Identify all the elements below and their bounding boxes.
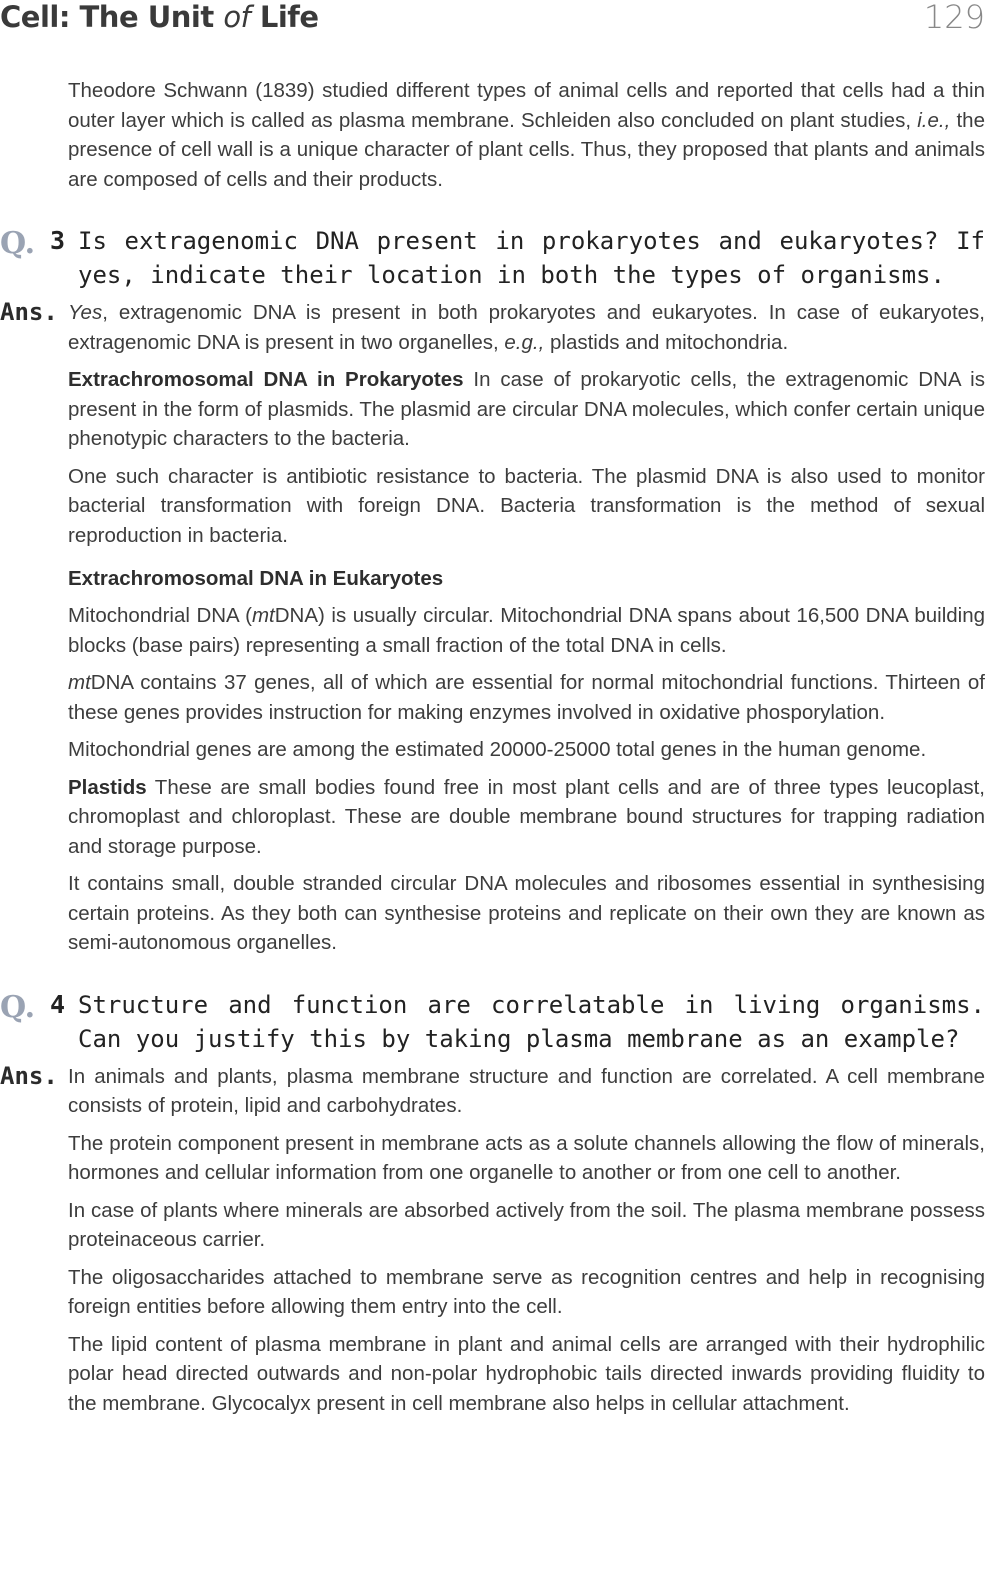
prokaryote-paragraph: Extrachromosomal DNA in Prokaryotes In case of prokaryotic cells, the extragenomic DNA is present in the form of plasmids. The plasmid are circular DNA molecules, which confer certain unique phenotypic characters to the bacteria. (68, 368, 985, 450)
answer-paragraph-4: The oligosaccharides attached to membrane serve as recognition centres and help in recognising foreign entities before allowing them entry into the cell. (68, 1265, 985, 1318)
question-4 (0, 988, 985, 1056)
mito-paragraph-1: Mitochondrial DNA (mtDNA) is usually circular. Mitochondrial DNA spans about 16,500 DNA building blocks (base pairs) representing a small fraction of the total DNA in cells. (68, 604, 986, 657)
intro-paragraph: Theodore Schwann (1839) studied different types of animal cells and reported that cells had a thin outer layer which is called as plasma membrane. Schleiden also concluded on plant studies, i.e., the presence of cell wall is a unique character of plant cells. Thus, they proposed that plants and animals are composed of cells and their products. (68, 79, 985, 191)
answer-label: Ans. (0, 1061, 58, 1090)
question-text: Is extragenomic DNA present in prokaryotes and eukaryotes? If yes, indicate their location in both the types of organisms. (78, 227, 985, 289)
question-number: 4 (50, 989, 66, 1019)
page-header (0, 0, 985, 36)
answer-label: Ans. (0, 298, 58, 326)
answer-paragraph-5: The lipid content of plasma membrane in plant and animal cells are arranged with their hydrophilic polar head directed outwards and non-polar hydrophobic tails directed inwards providing fluidity to the membrane. Glycocalyx present in cell membrane also helps in cellular attachment. (68, 1332, 985, 1415)
antibiotic-paragraph: One such character is antibiotic resistance to bacteria. The plasmid DNA is also used to monitor bacterial transformation with foreign DNA. Bacteria transformation is the method of sexual reproduction in bacteria. (68, 464, 985, 547)
chapter-title: Cell: The Unit of Life (0, 0, 319, 34)
question-label: Q. (0, 989, 36, 1025)
page-content (0, 76, 985, 1426)
plastid-paragraph: Plastids These are small bodies found free in most plant cells and are of three types leucoplast, chromoplast and chloroplast. These are double membrane bound structures for trapping radiation and storage purpose. (68, 775, 985, 858)
answer-4 (0, 1062, 985, 1419)
answer-3 (0, 298, 985, 958)
question-label: Q. (0, 226, 36, 261)
prokaryote-heading: Extrachromosomal DNA in Prokaryotes (68, 368, 464, 391)
question-number: 3 (50, 226, 66, 255)
mito-paragraph-3: Mitochondrial genes are among the estimated 20000-25000 total genes in the human genome. (68, 738, 927, 761)
answer-paragraph-3: In case of plants where minerals are absorbed actively from the soil. The plasma membrane possess proteinaceous carrier. (68, 1198, 985, 1251)
question-3 (0, 224, 985, 292)
page-number: 129 (923, 0, 985, 36)
answer-paragraph-1: In animals and plants, plasma membrane structure and function are correlated. A cell membrane consists of protein, lipid and carbohydrates. (68, 1064, 985, 1117)
mito-paragraph-2: mtDNA contains 37 genes, all of which are essential for normal mitochondrial functions. Thirteen of these genes provides instruction for making enzymes involved in oxidative phosporylation. (68, 671, 985, 724)
plastid-heading: Plastids (68, 775, 147, 799)
eukaryote-heading: Extrachromosomal DNA in Eukaryotes (68, 567, 444, 590)
answer-paragraph-2: The protein component present in membrane acts as a solute channels allowing the flow of minerals, hormones and cellular information from one organelle to another or from one cell to another. (68, 1131, 985, 1184)
answer-paragraph: Yes, extragenomic DNA is present in both prokaryotes and eukaryotes. In case of eukaryotes, extragenomic DNA is present in two organelles, e.g., plastids and mitochondria. (68, 301, 985, 354)
question-text: Structure and function are correlatable in living organisms. Can you justify this by taking plasma membrane as an example? (78, 990, 985, 1053)
plastid-paragraph-2: It contains small, double stranded circular DNA molecules and ribosomes essential in synthesising certain proteins. As they both can synthesise proteins and replicate on their own they are known as semi-autonomous organelles. (68, 872, 985, 954)
